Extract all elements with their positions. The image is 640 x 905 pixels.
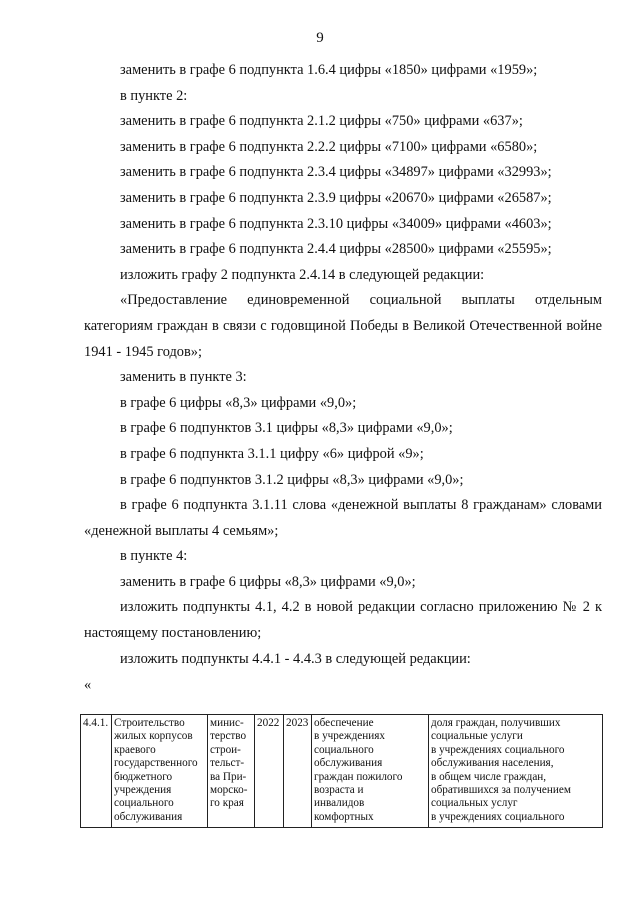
paragraph: заменить в графе 6 цифры «8,3» цифрами «9,0»; bbox=[120, 573, 416, 590]
paragraph: в пункте 2: bbox=[120, 87, 188, 104]
paragraph: в пункте 4: bbox=[120, 548, 188, 565]
cell-line: минис- bbox=[210, 717, 244, 729]
cell-line: в учреждениях социального bbox=[431, 743, 565, 756]
cell-line: социального bbox=[114, 797, 174, 810]
paragraph: заменить в графе 6 подпункта 2.3.10 цифры «34009» цифрами «4603»; bbox=[120, 215, 552, 232]
paragraph: в графе 6 подпункта 3.1.1 цифру «6» цифрой «9»; bbox=[120, 445, 424, 462]
cell-year-start: 2022 bbox=[255, 715, 284, 828]
paragraph: в графе 6 подпунктов 3.1.2 цифры «8,3» цифрами «9,0»; bbox=[120, 471, 464, 488]
paragraph: заменить в графе 6 подпункта 2.2.2 цифры «7100» цифрами «6580»; bbox=[120, 138, 538, 155]
document-body bbox=[84, 58, 602, 694]
table-row bbox=[81, 715, 603, 828]
cell-line: комфортных bbox=[314, 810, 374, 823]
cell-name bbox=[112, 715, 208, 828]
paragraph: в графе 6 подпункта 3.1.11 слова «денежной выплаты 8 гражданам» словами «денежной выплаты 4 семьям»; bbox=[84, 497, 602, 539]
paragraph: заменить в пункте 3: bbox=[120, 369, 247, 386]
cell-result bbox=[312, 715, 429, 828]
cell-line: го края bbox=[210, 797, 244, 810]
cell-number: 4.4.1. bbox=[81, 715, 112, 828]
program-table bbox=[80, 714, 603, 828]
cell-line: возраста и bbox=[314, 784, 364, 797]
cell-line: социальные услуги bbox=[431, 730, 523, 743]
cell-line: обратившихся за получением bbox=[431, 784, 571, 797]
cell-indicator bbox=[429, 715, 603, 828]
cell-line: жилых корпусов bbox=[114, 730, 193, 743]
paragraph: заменить в графе 6 подпункта 2.4.4 цифры «28500» цифрами «25595»; bbox=[120, 241, 552, 258]
cell-line: доля граждан, получивших bbox=[431, 717, 561, 729]
cell-line: Строительство bbox=[114, 717, 185, 729]
paragraph: изложить графу 2 подпункта 2.4.14 в следующей редакции: bbox=[120, 266, 485, 283]
paragraph: заменить в графе 6 подпункта 2.3.4 цифры «34897» цифрами «32993»; bbox=[120, 164, 552, 181]
cell-line: граждан пожилого bbox=[314, 770, 403, 783]
cell-line: терство bbox=[210, 730, 247, 743]
cell-line: обеспечение bbox=[314, 717, 374, 729]
cell-line: обслуживания bbox=[114, 810, 183, 823]
paragraph: заменить в графе 6 подпункта 1.6.4 цифры «1850» цифрами «1959»; bbox=[120, 62, 538, 78]
cell-line: в учреждениях социального bbox=[431, 810, 565, 823]
cell-line: государственного bbox=[114, 757, 198, 770]
cell-line: обслуживания bbox=[314, 757, 383, 770]
cell-line: строи- bbox=[210, 743, 241, 756]
cell-year-end: 2023 bbox=[284, 715, 312, 828]
paragraph: в графе 6 цифры «8,3» цифрами «9,0»; bbox=[120, 394, 357, 411]
quoted-title: «Предоставление единовременной социальной выплаты отдельным категориям граждан в связи с годовщиной Победы в Великой Отечественной войне 1941 - 1945 годов»; bbox=[84, 292, 602, 360]
quote-open-mark: « bbox=[84, 677, 92, 694]
paragraph: изложить подпункты 4.4.1 - 4.4.3 в следующей редакции: bbox=[120, 650, 471, 667]
cell-line: морско- bbox=[210, 784, 248, 797]
cell-line: инвалидов bbox=[314, 797, 365, 810]
cell-executor bbox=[208, 715, 255, 828]
paragraph: заменить в графе 6 подпункта 2.3.9 цифры «20670» цифрами «26587»; bbox=[120, 189, 552, 206]
cell-line: социального bbox=[314, 743, 374, 756]
cell-line: обслуживания населения, bbox=[431, 757, 554, 770]
cell-line: учреждения bbox=[114, 784, 172, 797]
paragraph: в графе 6 подпунктов 3.1 цифры «8,3» цифрами «9,0»; bbox=[120, 420, 453, 437]
cell-line: социальных услуг bbox=[431, 797, 518, 810]
page-number: 9 bbox=[316, 30, 324, 46]
cell-line: в общем числе граждан, bbox=[431, 770, 547, 783]
cell-line: ва При- bbox=[210, 770, 247, 783]
cell-line: тельст- bbox=[210, 757, 245, 770]
cell-line: краевого bbox=[114, 743, 156, 756]
paragraph: заменить в графе 6 подпункта 2.1.2 цифры «750» цифрами «637»; bbox=[120, 113, 523, 130]
paragraph: изложить подпункты 4.1, 4.2 в новой редакции согласно приложению № 2 к настоящему постановлению; bbox=[84, 599, 602, 642]
cell-line: бюджетного bbox=[114, 770, 173, 783]
cell-line: в учреждениях bbox=[314, 730, 385, 743]
